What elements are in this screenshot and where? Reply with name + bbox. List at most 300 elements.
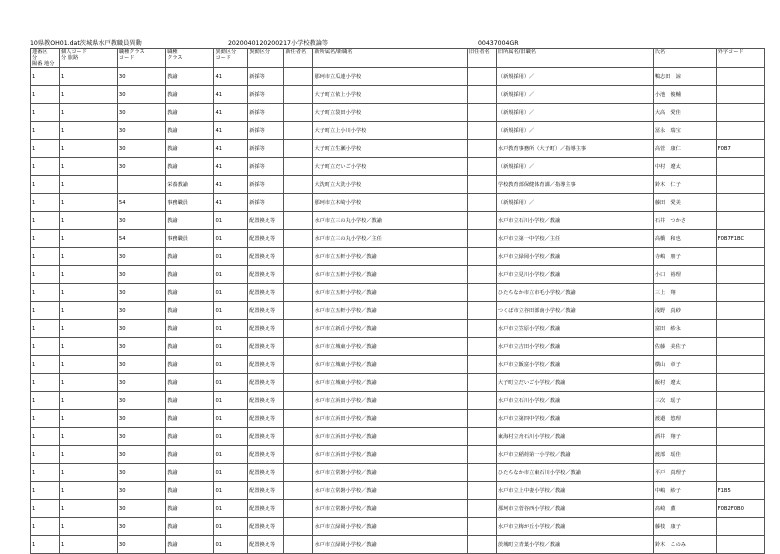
table-cell xyxy=(284,500,313,518)
table-cell: 大子町立だいご小学校／教諭 xyxy=(496,374,653,392)
table-cell: つくば市立谷田部南小学校／教諭 xyxy=(496,302,653,320)
table-cell: 1 xyxy=(59,536,117,554)
table-cell xyxy=(716,284,764,302)
table-cell: 配置換え等 xyxy=(248,392,284,410)
file-title: 10県教OH01.dat茨城県水戸教職員異動 xyxy=(30,40,142,47)
table-cell: 配置換え等 xyxy=(248,320,284,338)
table-cell: 30 xyxy=(117,122,165,140)
table-cell: 1 xyxy=(59,356,117,374)
table-cell: 01 xyxy=(214,356,248,374)
table-cell: 配置換え等 xyxy=(248,500,284,518)
table-row xyxy=(31,410,765,428)
column-header xyxy=(313,49,468,68)
table-cell xyxy=(284,320,313,338)
table-cell: 教諭 xyxy=(166,464,214,482)
table-cell: 配置換え等 xyxy=(248,536,284,554)
table-cell: 水戸市立緑岡小学校／教諭 xyxy=(313,536,468,554)
table-cell: 配置換え等 xyxy=(248,446,284,464)
table-cell: 教諭 xyxy=(166,140,214,158)
table-cell: 1 xyxy=(59,140,117,158)
table-cell xyxy=(284,284,313,302)
table-cell: 01 xyxy=(214,464,248,482)
table-cell: 1 xyxy=(31,500,60,518)
table-cell: 配置換え等 xyxy=(248,338,284,356)
table-cell xyxy=(467,392,496,410)
table-cell xyxy=(284,428,313,446)
table-row xyxy=(31,356,765,374)
table-cell xyxy=(284,248,313,266)
table-cell: 飯村 遼太 xyxy=(653,374,716,392)
table-cell xyxy=(716,122,764,140)
table-cell: 高橋 和也 xyxy=(653,230,716,248)
table-cell: 1 xyxy=(31,392,60,410)
table-cell xyxy=(716,68,764,86)
table-cell: 水戸市立浜田小学校／教諭 xyxy=(313,410,468,428)
table-cell: 水戸市立常磐小学校／教諭 xyxy=(313,464,468,482)
table-cell: 水戸市立飯富小学校／教諭 xyxy=(496,356,653,374)
table-cell: 水戸市立浜田小学校／教諭 xyxy=(313,392,468,410)
table-cell: 41 xyxy=(214,176,248,194)
table-cell: 藤枝 康子 xyxy=(653,518,716,536)
table-cell: 水戸市立常磐小学校／教諭 xyxy=(313,482,468,500)
table-cell: 新採等 xyxy=(248,158,284,176)
table-cell: 小池 俊輔 xyxy=(653,86,716,104)
table-cell: 教諭 xyxy=(166,410,214,428)
column-header xyxy=(716,49,764,68)
table-row xyxy=(31,122,765,140)
table-cell: 水戸市立新荘小学校／教諭 xyxy=(313,320,468,338)
table-cell: 配置換え等 xyxy=(248,482,284,500)
table-cell xyxy=(467,266,496,284)
table-cell: 1 xyxy=(31,284,60,302)
table-cell: 教諭 xyxy=(166,428,214,446)
table-cell: 30 xyxy=(117,158,165,176)
table-cell: 41 xyxy=(214,86,248,104)
table-cell: 1 xyxy=(59,86,117,104)
table-cell: 1 xyxy=(31,122,60,140)
table-cell: 01 xyxy=(214,266,248,284)
table-cell: 30 xyxy=(117,446,165,464)
table-cell: 30 xyxy=(117,428,165,446)
table-cell: 大子町立だいご小学校 xyxy=(313,158,468,176)
table-cell: 水戸市立緑岡小学校／教諭 xyxy=(496,248,653,266)
table-cell: 水戸市立浜田小学校／教諭 xyxy=(313,446,468,464)
table-cell: 高菅 康仁 xyxy=(653,140,716,158)
table-cell xyxy=(716,320,764,338)
table-cell: 41 xyxy=(214,68,248,86)
table-cell: 41 xyxy=(214,140,248,158)
table-row xyxy=(31,302,765,320)
table-cell: （新規採用）／ xyxy=(496,86,653,104)
column-header-line: 職種 xyxy=(167,49,178,55)
table-cell: 01 xyxy=(214,428,248,446)
table-cell xyxy=(284,392,313,410)
table-cell: 配置換え等 xyxy=(248,374,284,392)
table-cell: 1 xyxy=(59,68,117,86)
table-cell: 教諭 xyxy=(166,248,214,266)
table-cell xyxy=(467,176,496,194)
table-cell: 1 xyxy=(31,140,60,158)
table-cell: 中村 遼太 xyxy=(653,158,716,176)
table-cell: 水戸市立五軒小学校／教諭 xyxy=(313,284,468,302)
table-cell: 教諭 xyxy=(166,500,214,518)
table-row xyxy=(31,86,765,104)
table-cell xyxy=(716,464,764,482)
table-cell: 配置換え等 xyxy=(248,302,284,320)
table-cell xyxy=(716,176,764,194)
table-cell: 新採等 xyxy=(248,104,284,122)
table-cell: 1 xyxy=(59,518,117,536)
column-header-line: クラス xyxy=(167,55,183,61)
table-cell: 浅野 真紗 xyxy=(653,302,716,320)
table-cell: 1 xyxy=(31,176,60,194)
table-cell: 水戸市立五軒小学校／教諭 xyxy=(313,248,468,266)
table-cell xyxy=(467,518,496,536)
table-cell: 30 xyxy=(117,356,165,374)
table-cell: 寺嶋 朋子 xyxy=(653,248,716,266)
table-cell: 教諭 xyxy=(166,392,214,410)
table-cell: 30 xyxy=(117,374,165,392)
column-header xyxy=(496,49,653,68)
column-header-line: コード xyxy=(215,55,232,61)
table-row xyxy=(31,338,765,356)
table-cell xyxy=(716,518,764,536)
table-cell xyxy=(467,86,496,104)
table-cell: 大子町立袋田小学校 xyxy=(313,104,468,122)
table-cell: 教諭 xyxy=(166,338,214,356)
table-cell: 01 xyxy=(214,284,248,302)
table-cell xyxy=(284,374,313,392)
table-cell xyxy=(716,212,764,230)
table-cell xyxy=(467,500,496,518)
table-cell: 1 xyxy=(31,104,60,122)
table-cell: 1 xyxy=(31,536,60,554)
table-cell: 30 xyxy=(117,482,165,500)
table-cell: 新採等 xyxy=(248,86,284,104)
table-cell: 01 xyxy=(214,536,248,554)
table-cell: 1 xyxy=(31,320,60,338)
table-cell xyxy=(467,320,496,338)
table-cell: 東海村立舟石川小学校／教諭 xyxy=(496,428,653,446)
table-cell: 30 xyxy=(117,536,165,554)
table-cell xyxy=(284,230,313,248)
table-row xyxy=(31,212,765,230)
table-cell: 1 xyxy=(31,482,60,500)
table-cell xyxy=(716,410,764,428)
table-cell: （新規採用）／ xyxy=(496,194,653,212)
table-cell: 1 xyxy=(59,104,117,122)
table-cell: 01 xyxy=(214,248,248,266)
table-cell: （新規採用）／ xyxy=(496,122,653,140)
table-cell: 横山 章子 xyxy=(653,356,716,374)
table-cell: 大子町立生瀬小学校 xyxy=(313,140,468,158)
table-cell: 30 xyxy=(117,320,165,338)
table-cell: 新採等 xyxy=(248,176,284,194)
table-cell: 配置換え等 xyxy=(248,518,284,536)
table-cell: 1 xyxy=(31,86,60,104)
table-cell: 配置換え等 xyxy=(248,428,284,446)
table-row xyxy=(31,392,765,410)
table-cell: 茨城町立青葉小学校／教諭 xyxy=(496,536,653,554)
date-range-title: 2020040120200217小学校教論等 xyxy=(228,40,329,47)
table-cell: 配置換え等 xyxy=(248,464,284,482)
column-header-line: コード xyxy=(118,55,135,61)
table-cell: 01 xyxy=(214,446,248,464)
table-cell: 小口 裕理 xyxy=(653,266,716,284)
table-cell: 那珂市立木崎小学校 xyxy=(313,194,468,212)
table-cell xyxy=(716,428,764,446)
table-cell xyxy=(467,140,496,158)
column-header-line: 連番区 xyxy=(32,49,48,55)
table-cell: 鈴木 仁子 xyxy=(653,176,716,194)
table-cell: 配置換え等 xyxy=(248,248,284,266)
column-header xyxy=(248,49,284,68)
table-cell: 30 xyxy=(117,338,165,356)
table-cell: 大子町立依上小学校 xyxy=(313,86,468,104)
table-cell: 01 xyxy=(214,500,248,518)
table-cell xyxy=(467,464,496,482)
table-cell: 1 xyxy=(31,410,60,428)
table-cell xyxy=(284,140,313,158)
table-cell: 配置換え等 xyxy=(248,266,284,284)
table-cell: 30 xyxy=(117,104,165,122)
table-cell: F1B5 xyxy=(716,482,764,500)
table-cell: 01 xyxy=(214,338,248,356)
table-cell: 1 xyxy=(59,500,117,518)
table-cell: F0B7F1BC xyxy=(716,230,764,248)
table-cell: 30 xyxy=(117,86,165,104)
table-cell: 事務職員 xyxy=(166,230,214,248)
table-cell xyxy=(716,356,764,374)
table-cell: （新規採用）／ xyxy=(496,68,653,86)
column-header-line: 個人コード xyxy=(60,49,87,55)
table-cell xyxy=(467,230,496,248)
table-cell: 1 xyxy=(31,374,60,392)
table-cell xyxy=(284,122,313,140)
table-cell xyxy=(467,356,496,374)
column-header xyxy=(31,49,60,68)
table-cell: 教諭 xyxy=(166,212,214,230)
table-cell: 教諭 xyxy=(166,482,214,500)
table-cell: 1 xyxy=(31,428,60,446)
table-cell xyxy=(284,482,313,500)
table-cell: 1 xyxy=(31,266,60,284)
table-cell: 教諭 xyxy=(166,122,214,140)
table-cell: 水戸市立石川小学校／教諭 xyxy=(496,392,653,410)
table-cell: 30 xyxy=(117,410,165,428)
table-cell: 教諭 xyxy=(166,158,214,176)
table-cell: 水戸市立浜田小学校／教諭 xyxy=(313,428,468,446)
table-header-row xyxy=(31,49,765,68)
table-cell: 藤田 愛美 xyxy=(653,194,716,212)
table-cell: 1 xyxy=(59,464,117,482)
column-header xyxy=(467,49,496,68)
table-cell: 学校教育部保健体育課／指導主事 xyxy=(496,176,653,194)
personnel-transfer-table xyxy=(30,48,765,554)
column-header-line: 分 旅路 xyxy=(60,55,79,61)
table-cell: 30 xyxy=(117,266,165,284)
table-cell: 1 xyxy=(59,212,117,230)
table-cell: 水戸市立石川小学校／教諭 xyxy=(496,212,653,230)
table-cell xyxy=(467,428,496,446)
table-cell: 那珂市立瓜連小学校 xyxy=(313,68,468,86)
table-cell: 01 xyxy=(214,482,248,500)
table-cell: 30 xyxy=(117,392,165,410)
table-cell: 水戸市立常磐小学校／教諭 xyxy=(313,500,468,518)
table-cell: 教諭 xyxy=(166,536,214,554)
table-cell xyxy=(284,68,313,86)
column-header-line: 氏名 xyxy=(654,49,666,55)
table-cell xyxy=(716,266,764,284)
table-cell xyxy=(467,104,496,122)
table-cell: 教諭 xyxy=(166,68,214,86)
table-cell: 54 xyxy=(117,230,165,248)
table-cell: 富田 紗永 xyxy=(653,320,716,338)
column-header-line: 分 xyxy=(32,55,38,61)
table-cell: 大高 愛佳 xyxy=(653,104,716,122)
table-cell: 1 xyxy=(31,230,60,248)
table-cell: 01 xyxy=(214,410,248,428)
table-cell: 1 xyxy=(59,374,117,392)
table-row xyxy=(31,284,765,302)
table-cell: 水戸市立笠原小学校／教諭 xyxy=(496,320,653,338)
table-cell: 1 xyxy=(59,230,117,248)
table-row xyxy=(31,68,765,86)
table-cell: 配置換え等 xyxy=(248,410,284,428)
table-cell: 1 xyxy=(59,248,117,266)
table-row xyxy=(31,500,765,518)
table-cell xyxy=(716,104,764,122)
table-cell xyxy=(467,302,496,320)
table-cell xyxy=(284,338,313,356)
table-cell xyxy=(467,482,496,500)
table-cell: 41 xyxy=(214,104,248,122)
table-cell: 鈴木 このみ xyxy=(653,536,716,554)
table-cell: 水戸市立五軒小学校／教諭 xyxy=(313,266,468,284)
table-cell: 01 xyxy=(214,518,248,536)
table-cell xyxy=(284,158,313,176)
table-cell xyxy=(467,446,496,464)
table-cell: 01 xyxy=(214,392,248,410)
table-cell xyxy=(467,338,496,356)
table-cell: ひたちなか市立東石川小学校／教諭 xyxy=(496,464,653,482)
table-cell: 41 xyxy=(214,194,248,212)
table-cell: F0B2F0B0 xyxy=(716,500,764,518)
column-header xyxy=(284,49,313,68)
table-cell: 30 xyxy=(117,140,165,158)
table-cell: 配置換え等 xyxy=(248,284,284,302)
table-cell: 30 xyxy=(117,302,165,320)
table-cell: 水戸市立五軒小学校／教諭 xyxy=(313,302,468,320)
table-cell xyxy=(716,158,764,176)
column-header-line: 旧任者名 xyxy=(468,49,490,55)
table-cell: 1 xyxy=(59,176,117,194)
table-cell xyxy=(467,158,496,176)
table-cell xyxy=(467,374,496,392)
table-cell: 水戸市立第一中学校／主任 xyxy=(496,230,653,248)
table-cell: 那珂市立菅谷西小学校／教諭 xyxy=(496,500,653,518)
table-cell: 1 xyxy=(59,302,117,320)
table-cell: 30 xyxy=(117,284,165,302)
table-cell: 教諭 xyxy=(166,302,214,320)
table-cell: 教諭 xyxy=(166,374,214,392)
column-header-line: 新所属名/新職名 xyxy=(314,49,353,55)
table-cell xyxy=(467,248,496,266)
table-cell: 大洗町立大洗小学校 xyxy=(313,176,468,194)
table-cell: 三次 瑶子 xyxy=(653,392,716,410)
table-cell: 教諭 xyxy=(166,284,214,302)
column-header-line: 異動区分 xyxy=(249,49,271,55)
table-body xyxy=(31,68,765,554)
table-cell: 事務職員 xyxy=(166,194,214,212)
table-cell: 1 xyxy=(59,482,117,500)
column-header xyxy=(653,49,716,68)
table-cell xyxy=(467,284,496,302)
table-row xyxy=(31,446,765,464)
table-cell: 01 xyxy=(214,230,248,248)
table-cell: 1 xyxy=(59,428,117,446)
table-cell: 大子町立上小川小学校 xyxy=(313,122,468,140)
table-cell xyxy=(284,302,313,320)
table-cell xyxy=(716,302,764,320)
table-cell: 41 xyxy=(214,122,248,140)
table-cell xyxy=(284,446,313,464)
table-cell: 41 xyxy=(214,158,248,176)
table-cell: 佐藤 美佐子 xyxy=(653,338,716,356)
table-cell: 1 xyxy=(59,446,117,464)
table-cell: 水戸市立城東小学校／教諭 xyxy=(313,338,468,356)
table-cell: 渡部 瑶佳 xyxy=(653,446,716,464)
column-header-line: 外字コード xyxy=(717,49,744,55)
table-cell xyxy=(467,410,496,428)
table-cell: 水戸市立城東小学校／教諭 xyxy=(313,356,468,374)
table-cell: ひたちなか市立市毛小学校／教諭 xyxy=(496,284,653,302)
table-row xyxy=(31,104,765,122)
table-cell: 配置換え等 xyxy=(248,356,284,374)
table-row xyxy=(31,428,765,446)
table-cell: 1 xyxy=(31,158,60,176)
table-cell: 01 xyxy=(214,212,248,230)
table-cell: 1 xyxy=(31,518,60,536)
table-cell xyxy=(284,104,313,122)
table-cell: 1 xyxy=(31,446,60,464)
table-cell: 水戸市立城東小学校／教諭 xyxy=(313,374,468,392)
table-cell: 三上 翔 xyxy=(653,284,716,302)
table-cell: 教諭 xyxy=(166,320,214,338)
table-cell: 教諭 xyxy=(166,356,214,374)
table-cell: 1 xyxy=(31,338,60,356)
table-row xyxy=(31,248,765,266)
table-cell: 1 xyxy=(31,68,60,86)
table-cell: 水戸教育事務所（大子町）／指導主事 xyxy=(496,140,653,158)
table-cell xyxy=(716,446,764,464)
table-cell xyxy=(716,248,764,266)
table-cell: 30 xyxy=(117,464,165,482)
table-row xyxy=(31,158,765,176)
table-cell: 教諭 xyxy=(166,266,214,284)
table-cell: 水戸市立梅が丘小学校／教諭 xyxy=(496,518,653,536)
table-cell xyxy=(284,86,313,104)
table-cell xyxy=(284,464,313,482)
table-cell: 新採等 xyxy=(248,68,284,86)
table-cell xyxy=(716,86,764,104)
table-cell: 配置換え等 xyxy=(248,212,284,230)
table-cell: 新採等 xyxy=(248,140,284,158)
table-cell: 教諭 xyxy=(166,446,214,464)
table-cell: 1 xyxy=(59,122,117,140)
table-cell xyxy=(716,194,764,212)
table-cell: 水戸市立稲荷第一小学校／教諭 xyxy=(496,446,653,464)
